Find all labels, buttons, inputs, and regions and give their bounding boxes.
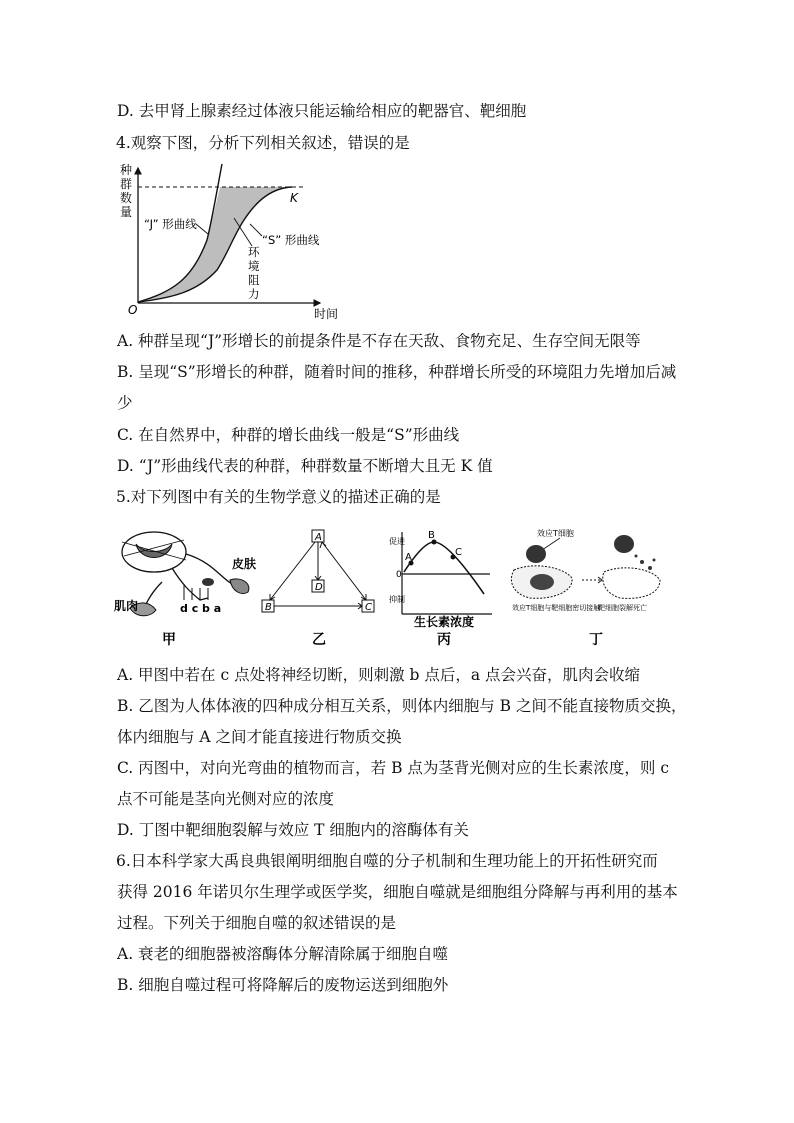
question-6-stem-line3: 过程。下列关于细胞自噬的叙述错误的是 — [117, 914, 397, 932]
k-label: K — [290, 191, 298, 205]
svg-text:力: 力 — [248, 287, 260, 301]
bing-y-inhibit: 抑制 — [389, 595, 405, 604]
bing-x-label: 生长素浓度 — [414, 615, 475, 629]
svg-text:阻: 阻 — [248, 273, 260, 287]
figure-ding — [511, 528, 660, 648]
figure-jia — [114, 532, 256, 648]
q3-option-d: D. 去甲肾上腺素经过体液只能运输给相应的靶器官、靶细胞 — [117, 102, 527, 120]
q5-option-b-line2: 体内细胞与 A 之间才能直接进行物质交换 — [117, 728, 402, 746]
svg-text:B: B — [428, 530, 435, 541]
y-axis-label — [120, 163, 132, 219]
svg-text:C: C — [455, 547, 462, 558]
q5-option-c-line2: 点不可能是茎向光侧对应的浓度 — [117, 790, 335, 808]
ding-caption: 丁 — [589, 632, 603, 648]
question-5-figures — [112, 522, 672, 652]
x-axis-label: 时间 — [314, 307, 339, 321]
jia-muscle-label: 肌肉 — [114, 599, 139, 613]
bing-y-promote: 促进 — [389, 537, 405, 546]
q4-option-d: D. “J”形曲线代表的种群，种群数量不断增大且无 K 值 — [117, 457, 493, 475]
q6-option-b: B. 细胞自噬过程可将降解后的废物运送到细胞外 — [117, 976, 449, 994]
svg-text:量: 量 — [120, 205, 133, 219]
svg-text:数: 数 — [120, 191, 133, 205]
q4-option-a: A. 种群呈现“J”形增长的前提条件是不存在天敌、食物充足、生存空间无限等 — [117, 332, 641, 350]
svg-text:境: 境 — [248, 259, 260, 273]
svg-text:种: 种 — [120, 163, 133, 177]
bing-caption: 丙 — [437, 632, 451, 648]
q5-option-d: D. 丁图中靶细胞裂解与效应 T 细胞内的溶酶体有关 — [117, 821, 469, 839]
svg-text:B: B — [265, 602, 272, 613]
question-5-stem: 5.对下列图中有关的生物学意义的描述正确的是 — [116, 488, 441, 506]
svg-text:环: 环 — [248, 245, 260, 259]
svg-text:A: A — [405, 552, 412, 563]
q4-option-c: C. 在自然界中，种群的增长曲线一般是“S”形曲线 — [117, 426, 460, 444]
j-curve-label: “J” 形曲线 — [144, 217, 197, 231]
q4-option-b-line2: 少 — [117, 394, 133, 412]
jia-points-label: d c b a — [180, 602, 222, 615]
question-6-stem-line2: 获得 2016 年诺贝尔生理学或医学奖，细胞自噬就是细胞组分降解与再利用的基本 — [117, 883, 678, 901]
jia-skin-label: 皮肤 — [232, 557, 257, 571]
figure-yi — [262, 530, 374, 648]
q5-option-c-line1: C. 丙图中，对向光弯曲的植物而言，若 B 点为茎背光侧对应的生长素浓度，则 c — [117, 759, 670, 777]
ding-contact-label: 效应T细胞与靶细胞密切接触 — [512, 604, 601, 612]
svg-text:效应T细胞: 效应T细胞 — [537, 529, 574, 538]
question-4-stem: 4.观察下图，分析下列相关叙述，错误的是 — [116, 134, 410, 152]
ding-lysis-label: 靶细胞裂解死亡 — [598, 604, 647, 612]
svg-text:D: D — [315, 582, 323, 593]
q4-option-b-line1: B. 呈现“S”形增长的种群，随着时间的推移，种群增长所受的环境阻力先增加后减 — [117, 363, 677, 381]
jia-caption: 甲 — [162, 632, 176, 648]
svg-text:C: C — [365, 602, 372, 613]
svg-text:0: 0 — [396, 570, 402, 580]
environment-resistance-label — [248, 245, 260, 301]
figure-bing — [389, 530, 492, 648]
q6-option-a: A. 衰老的细胞器被溶酶体分解清除属于细胞自噬 — [117, 945, 449, 963]
origin-label: O — [128, 303, 138, 317]
s-curve-label: “S” 形曲线 — [262, 233, 320, 247]
q5-option-a: A. 甲图中若在 c 点处将神经切断，则刺激 b 点后，a 点会兴奋，肌肉会收缩 — [117, 666, 641, 684]
question-6-stem-line1: 6.日本科学家大禹良典银阐明细胞自噬的分子机制和生理功能上的开拓性研究而 — [116, 852, 658, 870]
population-growth-figure — [112, 160, 352, 322]
svg-text:A: A — [315, 532, 322, 543]
q5-option-b-line1: B. 乙图为人体体液的四种成分相互关系，则体内细胞与 B 之间不能直接物质交换， — [117, 697, 687, 715]
svg-text:群: 群 — [120, 177, 133, 191]
yi-caption: 乙 — [312, 632, 326, 648]
